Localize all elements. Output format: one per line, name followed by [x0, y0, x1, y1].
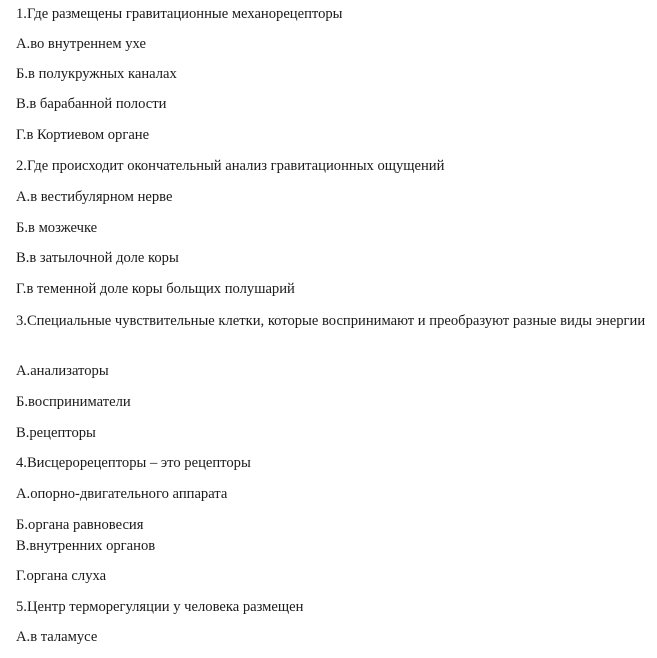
question-5: 5.Центр терморегуляции у человека размещен	[16, 599, 304, 615]
answer-3c: В.рецепторы	[16, 425, 96, 441]
answer-5a: А.в таламусе	[16, 629, 98, 645]
answer-1c: В.в барабанной полости	[16, 96, 167, 112]
answer-4a: А.опорно-двигательного аппарата	[16, 486, 228, 502]
question-2: 2.Где происходит окончательный анализ гравитационных ощущений	[16, 158, 445, 174]
answer-4c: В.внутренних органов	[16, 538, 156, 554]
answer-1b: Б.в полукружных каналах	[16, 66, 177, 82]
answer-1a: А.во внутреннем ухе	[16, 36, 146, 52]
question-1: 1.Где размещены гравитационные механорецепторы	[16, 6, 343, 22]
answer-1d: Г.в Кортиевом органе	[16, 127, 150, 143]
answer-2a: А.в вестибулярном нерве	[16, 189, 173, 205]
question-4: 4.Висцерорецепторы – это рецепторы	[16, 455, 251, 471]
answer-2c: В.в затылочной доле коры	[16, 250, 179, 266]
answer-2d: Г.в теменной доле коры больщих полушарий	[16, 281, 295, 297]
answer-4d: Г.органа слуха	[16, 568, 107, 584]
question-3: 3.Специальные чувствительные клетки, которые воспринимают и преобразуют разные виды энергии	[16, 313, 646, 329]
answer-3b: Б.восприниматели	[16, 394, 131, 410]
answer-3a: А.анализаторы	[16, 363, 109, 379]
answer-4b: Б.органа равновесия	[16, 517, 144, 533]
answer-2b: Б.в мозжечке	[16, 220, 98, 236]
